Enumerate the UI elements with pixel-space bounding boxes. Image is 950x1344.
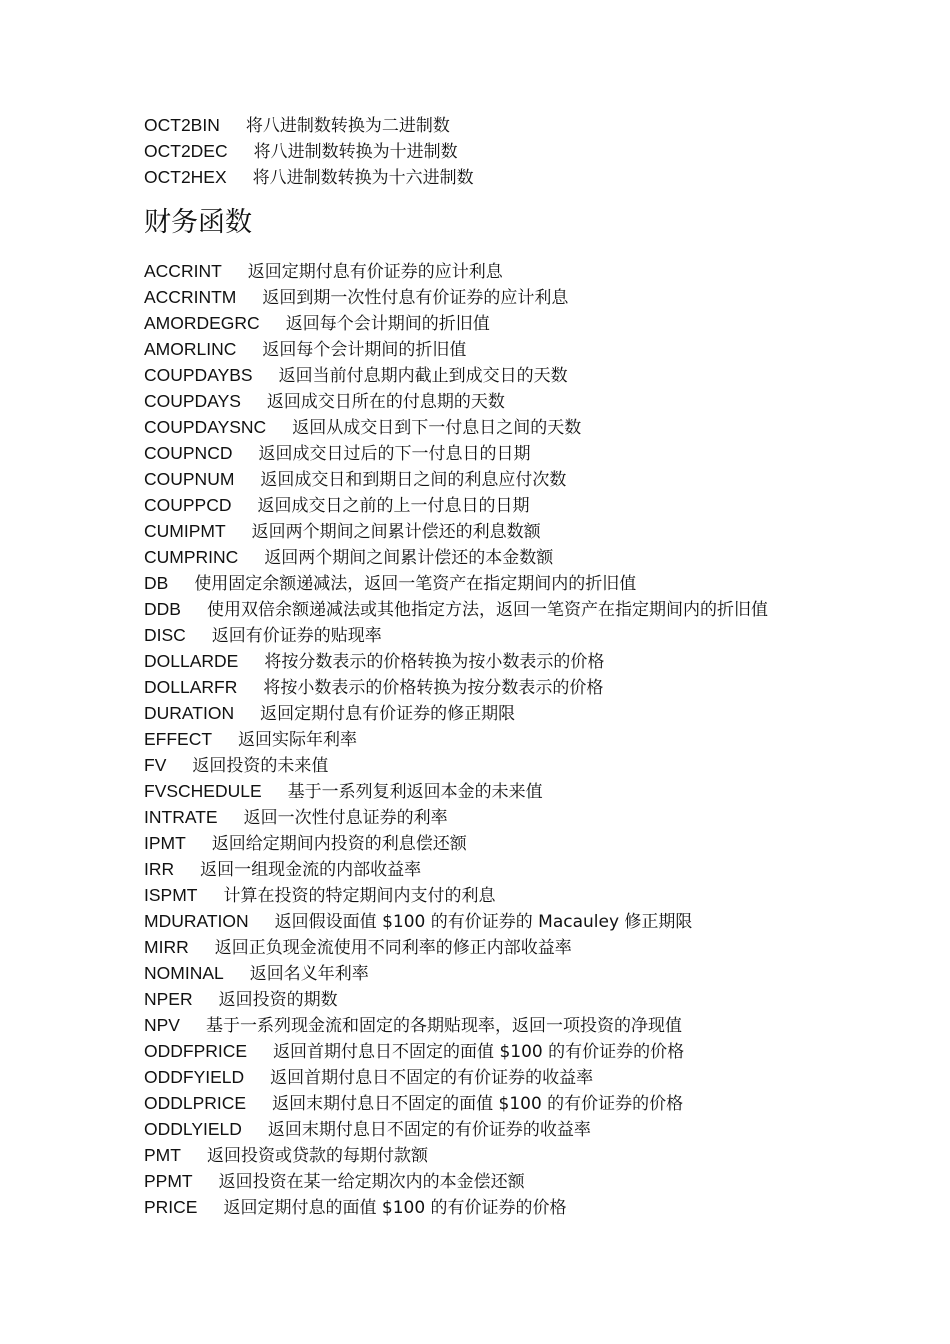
function-description: 返回投资或贷款的每期付款额 xyxy=(206,1146,428,1166)
function-description: 返回成交日和到期日之间的利息应付次数 xyxy=(260,470,567,490)
function-description: 返回定期付息的面值 $100 的有价证券的价格 xyxy=(223,1198,567,1218)
function-name: IRR xyxy=(144,859,175,879)
list-item xyxy=(144,623,824,649)
list-item xyxy=(144,961,824,987)
function-description: 返回到期一次性付息有价证券的应计利息 xyxy=(262,288,569,308)
list-item xyxy=(144,493,824,519)
function-name: CUMPRINC xyxy=(144,547,239,567)
list-item xyxy=(144,519,824,545)
function-name: INTRATE xyxy=(144,807,218,827)
function-name: NPV xyxy=(144,1015,180,1035)
list-item xyxy=(144,597,824,623)
list-item xyxy=(144,1195,824,1221)
function-name: NOMINAL xyxy=(144,963,224,983)
list-item xyxy=(144,311,824,337)
list-item xyxy=(144,883,824,909)
function-name: ODDLYIELD xyxy=(144,1119,242,1139)
function-name: COUPDAYS xyxy=(144,391,241,411)
function-description: 返回投资在某一给定期次内的本金偿还额 xyxy=(218,1172,525,1192)
function-description: 返回假设面值 $100 的有价证券的 Macauley 修正期限 xyxy=(274,912,693,932)
function-description: 返回一次性付息证券的利率 xyxy=(243,808,448,828)
function-description: 返回首期付息日不固定的有价证券的收益率 xyxy=(270,1068,594,1088)
function-description: 将八进制数转换为十进制数 xyxy=(253,142,458,162)
function-name: PRICE xyxy=(144,1197,198,1217)
function-name: AMORDEGRC xyxy=(144,313,260,333)
function-name: FVSCHEDULE xyxy=(144,781,262,801)
function-name: COUPNUM xyxy=(144,469,235,489)
function-description: 返回末期付息日不固定的面值 $100 的有价证券的价格 xyxy=(272,1094,684,1114)
function-name: ACCRINTM xyxy=(144,287,237,307)
function-name: EFFECT xyxy=(144,729,213,749)
function-name: OCT2BIN xyxy=(144,115,220,135)
list-item xyxy=(144,113,824,139)
function-name: MDURATION xyxy=(144,911,249,931)
function-description: 返回两个期间之间累计偿还的利息数额 xyxy=(251,522,541,542)
function-name: PPMT xyxy=(144,1171,193,1191)
function-description: 返回名义年利率 xyxy=(249,964,369,984)
function-description: 将按分数表示的价格转换为按小数表示的价格 xyxy=(264,652,605,672)
list-item xyxy=(144,571,824,597)
list-item xyxy=(144,337,824,363)
list-item xyxy=(144,441,824,467)
function-description: 返回从成交日到下一付息日之间的天数 xyxy=(292,418,582,438)
list-item xyxy=(144,675,824,701)
list-item xyxy=(144,909,824,935)
function-description: 返回成交日所在的付息期的天数 xyxy=(266,392,505,412)
function-name: DB xyxy=(144,573,169,593)
function-description: 返回成交日过后的下一付息日的日期 xyxy=(258,444,531,464)
function-description: 返回投资的未来值 xyxy=(192,756,329,776)
function-description: 返回两个期间之间累计偿还的本金数额 xyxy=(264,548,554,568)
list-item xyxy=(144,649,824,675)
function-description: 返回一组现金流的内部收益率 xyxy=(200,860,422,880)
function-description: 返回定期付息有价证券的应计利息 xyxy=(247,262,503,282)
list-item xyxy=(144,1091,824,1117)
function-name: DDB xyxy=(144,599,181,619)
list-item xyxy=(144,363,824,389)
function-name: DISC xyxy=(144,625,186,645)
list-item xyxy=(144,467,824,493)
function-description: 返回给定期间内投资的利息偿还额 xyxy=(211,834,467,854)
list-item xyxy=(144,389,824,415)
function-description: 将按小数表示的价格转换为按分数表示的价格 xyxy=(263,678,604,698)
function-list xyxy=(144,259,824,1221)
function-description: 返回当前付息期内截止到成交日的天数 xyxy=(278,366,568,386)
function-description: 基于一系列复利返回本金的未来值 xyxy=(287,782,543,802)
function-name: COUPDAYBS xyxy=(144,365,253,385)
function-name: NPER xyxy=(144,989,193,1009)
function-name: OCT2HEX xyxy=(144,167,227,187)
function-name: ODDFYIELD xyxy=(144,1067,245,1087)
function-name: ACCRINT xyxy=(144,261,222,281)
list-item xyxy=(144,285,824,311)
function-name: ODDLPRICE xyxy=(144,1093,247,1113)
function-name: ODDFPRICE xyxy=(144,1041,248,1061)
list-item xyxy=(144,165,824,191)
list-item xyxy=(144,1169,824,1195)
function-description: 返回首期付息日不固定的面值 $100 的有价证券的价格 xyxy=(273,1042,685,1062)
function-name: PMT xyxy=(144,1145,181,1165)
section-title: 财务函数 xyxy=(144,207,252,238)
function-description: 返回投资的期数 xyxy=(218,990,338,1010)
function-description: 基于一系列现金流和固定的各期贴现率，返回一项投资的净现值 xyxy=(205,1016,682,1036)
document-page xyxy=(144,113,824,1221)
function-name: DOLLARFR xyxy=(144,677,238,697)
list-item xyxy=(144,1065,824,1091)
function-name: AMORLINC xyxy=(144,339,237,359)
function-name: DURATION xyxy=(144,703,235,723)
list-item xyxy=(144,805,824,831)
list-item xyxy=(144,779,824,805)
list-item xyxy=(144,727,824,753)
function-description: 返回定期付息有价证券的修正期限 xyxy=(260,704,516,724)
function-description: 使用固定余额递减法，返回一笔资产在指定期间内的折旧值 xyxy=(194,574,637,594)
function-description: 返回每个会计期间的折旧值 xyxy=(285,314,490,334)
list-item xyxy=(144,935,824,961)
function-description: 返回有价证券的贴现率 xyxy=(211,626,382,646)
function-description: 返回成交日之前的上一付息日的日期 xyxy=(257,496,530,516)
function-description: 使用双倍余额递减法或其他指定方法，返回一笔资产在指定期间内的折旧值 xyxy=(206,600,768,620)
function-name: MIRR xyxy=(144,937,189,957)
function-name: COUPPCD xyxy=(144,495,232,515)
function-description: 返回每个会计期间的折旧值 xyxy=(262,340,467,360)
function-description: 返回实际年利率 xyxy=(238,730,358,750)
function-description: 返回正负现金流使用不同利率的修正内部收益率 xyxy=(214,938,572,958)
function-name: IPMT xyxy=(144,833,186,853)
list-item xyxy=(144,1117,824,1143)
function-name: COUPDAYSNC xyxy=(144,417,267,437)
list-item xyxy=(144,139,824,165)
function-description: 将八进制数转换为二进制数 xyxy=(245,116,450,136)
function-name: COUPNCD xyxy=(144,443,233,463)
function-name: ISPMT xyxy=(144,885,198,905)
function-description: 将八进制数转换为十六进制数 xyxy=(252,168,474,188)
list-item xyxy=(144,701,824,727)
list-item xyxy=(144,1013,824,1039)
function-name: DOLLARDE xyxy=(144,651,239,671)
list-item xyxy=(144,987,824,1013)
list-item xyxy=(144,259,824,285)
function-name: CUMIPMT xyxy=(144,521,226,541)
list-item xyxy=(144,857,824,883)
function-description: 计算在投资的特定期间内支付的利息 xyxy=(223,886,496,906)
list-item xyxy=(144,1143,824,1169)
list-item xyxy=(144,545,824,571)
intro-list xyxy=(144,113,824,191)
list-item xyxy=(144,753,824,779)
function-name: OCT2DEC xyxy=(144,141,228,161)
function-description: 返回末期付息日不固定的有价证券的收益率 xyxy=(267,1120,591,1140)
list-item xyxy=(144,1039,824,1065)
list-item xyxy=(144,415,824,441)
function-name: FV xyxy=(144,755,167,775)
list-item xyxy=(144,831,824,857)
